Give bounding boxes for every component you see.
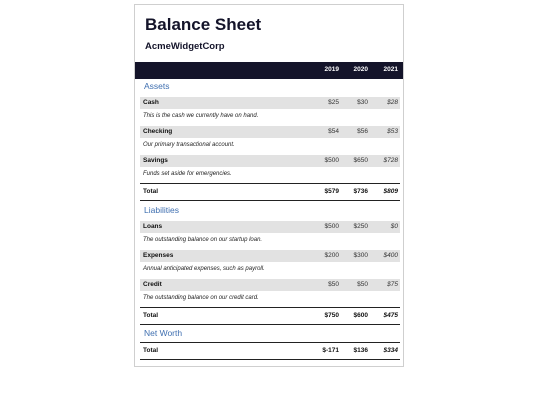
value-2019: $500 bbox=[324, 157, 339, 164]
total-row-liabilities bbox=[140, 310, 400, 322]
row-cash bbox=[140, 97, 400, 109]
value-2019: $25 bbox=[328, 99, 339, 106]
value-2021: $728 bbox=[383, 157, 398, 164]
row-loans bbox=[140, 221, 400, 233]
value-2021: $75 bbox=[387, 281, 398, 288]
year-2019-header: 2019 bbox=[324, 66, 339, 73]
section-heading-liabilities: Liabilities bbox=[144, 205, 179, 215]
year-2021-header: 2021 bbox=[383, 66, 398, 73]
row-label: Loans bbox=[143, 223, 163, 230]
total-2019: $750 bbox=[324, 312, 339, 319]
total-2021: $334 bbox=[383, 347, 398, 354]
value-2020: $30 bbox=[357, 99, 368, 106]
section-heading-assets: Assets bbox=[144, 81, 170, 91]
total-divider bbox=[140, 307, 400, 308]
total-label: Total bbox=[143, 347, 159, 354]
row-label: Cash bbox=[143, 99, 159, 106]
total-row-net-worth bbox=[140, 345, 400, 357]
value-2020: $50 bbox=[357, 281, 368, 288]
row-description: The outstanding balance on our startup loan. bbox=[143, 237, 263, 243]
value-2021: $0 bbox=[390, 223, 398, 230]
value-2020: $250 bbox=[353, 223, 368, 230]
row-label: Checking bbox=[143, 128, 173, 135]
row-description: Funds set aside for emergencies. bbox=[143, 171, 232, 177]
total-2020: $600 bbox=[353, 312, 368, 319]
section-heading-net-worth: Net Worth bbox=[144, 328, 183, 338]
total-row-assets bbox=[140, 186, 400, 198]
value-2021: $53 bbox=[387, 128, 398, 135]
total-label: Total bbox=[143, 188, 159, 195]
row-description: This is the cash we currently have on hand. bbox=[143, 113, 259, 119]
page-title: Balance Sheet bbox=[145, 15, 262, 34]
year-2020-header: 2020 bbox=[353, 66, 368, 73]
value-2020: $650 bbox=[353, 157, 368, 164]
total-2019: $579 bbox=[324, 188, 339, 195]
row-credit bbox=[140, 279, 400, 291]
value-2019: $50 bbox=[328, 281, 339, 288]
row-description: Annual anticipated expenses, such as payroll. bbox=[143, 266, 265, 272]
total-double-rule bbox=[140, 200, 400, 201]
row-label: Credit bbox=[143, 281, 162, 288]
total-2020: $136 bbox=[353, 347, 368, 354]
value-2020: $300 bbox=[353, 252, 368, 259]
value-2019: $54 bbox=[328, 128, 339, 135]
company-name: AcmeWidgetCorp bbox=[145, 41, 225, 52]
row-checking bbox=[140, 126, 400, 138]
total-2019: $-171 bbox=[322, 347, 339, 354]
row-description: Our primary transactional account. bbox=[143, 142, 235, 148]
row-label: Expenses bbox=[143, 252, 174, 259]
balance-sheet-document bbox=[134, 4, 404, 367]
row-expenses bbox=[140, 250, 400, 262]
value-2021: $28 bbox=[387, 99, 398, 106]
value-2019: $500 bbox=[324, 223, 339, 230]
total-2020: $736 bbox=[353, 188, 368, 195]
total-double-rule bbox=[140, 359, 400, 360]
row-description: The outstanding balance on our credit card. bbox=[143, 295, 259, 301]
value-2020: $56 bbox=[357, 128, 368, 135]
total-label: Total bbox=[143, 312, 159, 319]
value-2019: $200 bbox=[324, 252, 339, 259]
total-divider bbox=[140, 183, 400, 184]
total-double-rule bbox=[140, 324, 400, 325]
row-savings bbox=[140, 155, 400, 167]
year-header-bar bbox=[135, 62, 403, 79]
total-divider bbox=[140, 342, 400, 343]
row-label: Savings bbox=[143, 157, 168, 164]
total-2021: $475 bbox=[383, 312, 398, 319]
value-2021: $400 bbox=[383, 252, 398, 259]
total-2021: $809 bbox=[383, 188, 398, 195]
